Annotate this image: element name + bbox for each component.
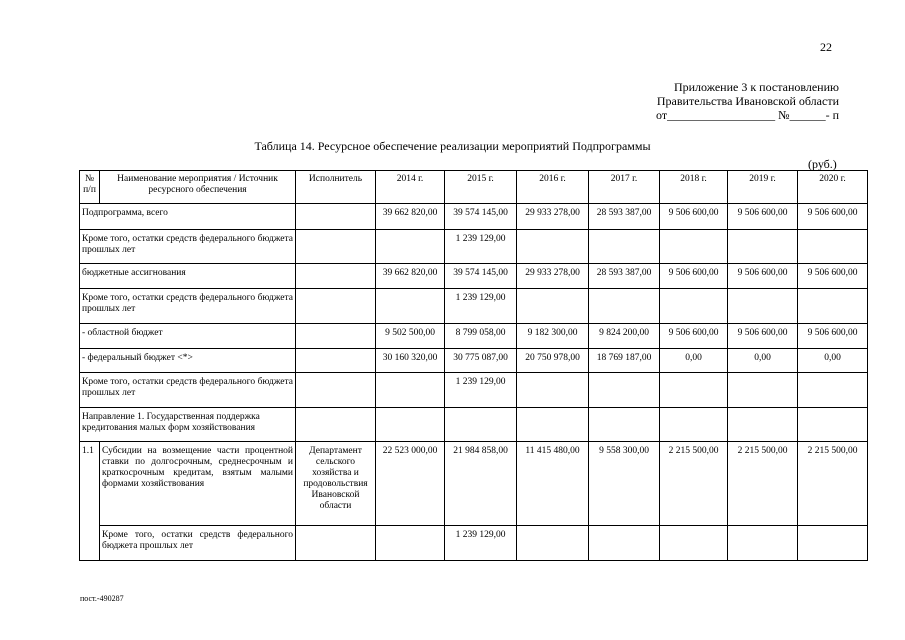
value-2020 — [798, 526, 868, 561]
table-row — [80, 373, 868, 408]
row-label: Кроме того, остатки средств федерального бюджета прошлых лет — [80, 373, 296, 408]
appendix-line-3: от__________________ №______- п — [656, 108, 839, 122]
value-2014: 30 160 320,00 — [376, 349, 445, 373]
value-2017 — [589, 373, 660, 408]
appendix-header — [656, 80, 839, 122]
value-2018: 2 215 500,00 — [660, 442, 728, 526]
table-header-row — [80, 171, 868, 204]
table-row — [80, 204, 868, 230]
appendix-line-1: Приложение 3 к постановлению — [673, 80, 839, 94]
section-heading: Направление 1. Государственная поддержка кредитования малых форм хозяйствования — [80, 408, 296, 442]
value-2015: 30 775 087,00 — [445, 349, 517, 373]
value-2019: 9 506 600,00 — [728, 204, 798, 230]
row-executor — [296, 230, 376, 264]
row-label: Кроме того, остатки средств федерального бюджета прошлых лет — [80, 289, 296, 324]
value-2014 — [376, 373, 445, 408]
table-row — [80, 324, 868, 349]
value-2020: 9 506 600,00 — [798, 324, 868, 349]
header-executor: Исполнитель — [296, 171, 376, 204]
value-2019 — [728, 289, 798, 324]
value-2014 — [376, 526, 445, 561]
value-2014 — [376, 230, 445, 264]
value-2015: 1 239 129,00 — [445, 526, 517, 561]
table-row — [80, 349, 868, 373]
row-executor — [296, 526, 376, 561]
table-row — [80, 442, 868, 526]
value-2018: 9 506 600,00 — [660, 264, 728, 289]
value-2017: 28 593 387,00 — [589, 204, 660, 230]
row-executor — [296, 373, 376, 408]
row-label: - областной бюджет — [80, 324, 296, 349]
value-2020: 9 506 600,00 — [798, 204, 868, 230]
value-2017 — [589, 289, 660, 324]
value-2015: 8 799 058,00 — [445, 324, 517, 349]
value-2017 — [589, 230, 660, 264]
row-label: Кроме того, остатки средств федерального бюджета прошлых лет — [100, 526, 296, 561]
value-2019: 9 506 600,00 — [728, 264, 798, 289]
document-code: пост.-490287 — [80, 594, 124, 603]
header-name: Наименование мероприятия / Источник ресурсного обеспечения — [100, 171, 296, 204]
value-2016 — [517, 289, 589, 324]
value-2014: 22 523 000,00 — [376, 442, 445, 526]
value-2018 — [660, 230, 728, 264]
budget-table — [79, 170, 868, 561]
value-2015: 39 574 145,00 — [445, 204, 517, 230]
value-2014 — [376, 289, 445, 324]
value-2018 — [660, 526, 728, 561]
value-2017 — [589, 526, 660, 561]
row-label: - федеральный бюджет <*> — [80, 349, 296, 373]
value-2014: 39 662 820,00 — [376, 264, 445, 289]
value-2018 — [660, 373, 728, 408]
row-number: 1.1 — [80, 442, 100, 561]
value-2018: 0,00 — [660, 349, 728, 373]
value-2020: 2 215 500,00 — [798, 442, 868, 526]
value-2015: 39 574 145,00 — [445, 264, 517, 289]
value-2019: 2 215 500,00 — [728, 442, 798, 526]
value-2020: 0,00 — [798, 349, 868, 373]
value-2015: 1 239 129,00 — [445, 373, 517, 408]
table-row — [80, 230, 868, 264]
value-2018: 9 506 600,00 — [660, 204, 728, 230]
header-2014: 2014 г. — [376, 171, 445, 204]
value-2016 — [517, 230, 589, 264]
header-2015: 2015 г. — [445, 171, 517, 204]
value-2016: 9 182 300,00 — [517, 324, 589, 349]
value-2016: 29 933 278,00 — [517, 264, 589, 289]
row-label: Субсидии на возмещение части процентной ставки по долгосрочным, среднесрочным и краткосрочным кредитам, взятым малыми формами хозяйствования — [100, 442, 296, 526]
header-num: № п/п — [80, 171, 100, 204]
row-label: Кроме того, остатки средств федерального бюджета прошлых лет — [80, 230, 296, 264]
row-executor — [296, 324, 376, 349]
row-executor — [296, 264, 376, 289]
value-2017: 9 558 300,00 — [589, 442, 660, 526]
value-2018: 9 506 600,00 — [660, 324, 728, 349]
value-2020 — [798, 289, 868, 324]
row-label: Подпрограмма, всего — [80, 204, 296, 230]
value-2020: 9 506 600,00 — [798, 264, 868, 289]
value-2016: 11 415 480,00 — [517, 442, 589, 526]
value-2019 — [728, 230, 798, 264]
value-2016 — [517, 373, 589, 408]
value-2019 — [728, 526, 798, 561]
value-2015: 1 239 129,00 — [445, 230, 517, 264]
value-2019 — [728, 373, 798, 408]
header-2016: 2016 г. — [517, 171, 589, 204]
value-2017: 9 824 200,00 — [589, 324, 660, 349]
table-row — [80, 289, 868, 324]
value-2018 — [660, 289, 728, 324]
header-2017: 2017 г. — [589, 171, 660, 204]
section-row — [80, 408, 868, 442]
table-row — [80, 526, 868, 561]
value-2016: 20 750 978,00 — [517, 349, 589, 373]
value-2017: 18 769 187,00 — [589, 349, 660, 373]
value-2019: 9 506 600,00 — [728, 324, 798, 349]
row-executor — [296, 349, 376, 373]
header-2020: 2020 г. — [798, 171, 868, 204]
row-executor — [296, 408, 376, 442]
value-2020 — [798, 373, 868, 408]
value-2016: 29 933 278,00 — [517, 204, 589, 230]
table-row — [80, 264, 868, 289]
appendix-line-2: Правительства Ивановской области — [656, 94, 839, 108]
row-executor — [296, 204, 376, 230]
header-2019: 2019 г. — [728, 171, 798, 204]
value-2014: 9 502 500,00 — [376, 324, 445, 349]
value-2017: 28 593 387,00 — [589, 264, 660, 289]
row-executor: Департамент сельского хозяйства и продовольствия Ивановской области — [296, 442, 376, 526]
page-number: 22 — [820, 40, 832, 54]
value-2019: 0,00 — [728, 349, 798, 373]
value-2016 — [517, 526, 589, 561]
value-2015: 1 239 129,00 — [445, 289, 517, 324]
value-2020 — [798, 230, 868, 264]
header-2018: 2018 г. — [660, 171, 728, 204]
value-2015: 21 984 858,00 — [445, 442, 517, 526]
row-executor — [296, 289, 376, 324]
currency-unit: (руб.) — [808, 157, 837, 171]
table-title: Таблица 14. Ресурсное обеспечение реализации мероприятий Подпрограммы — [254, 139, 651, 153]
value-2014: 39 662 820,00 — [376, 204, 445, 230]
row-label: бюджетные ассигнования — [80, 264, 296, 289]
